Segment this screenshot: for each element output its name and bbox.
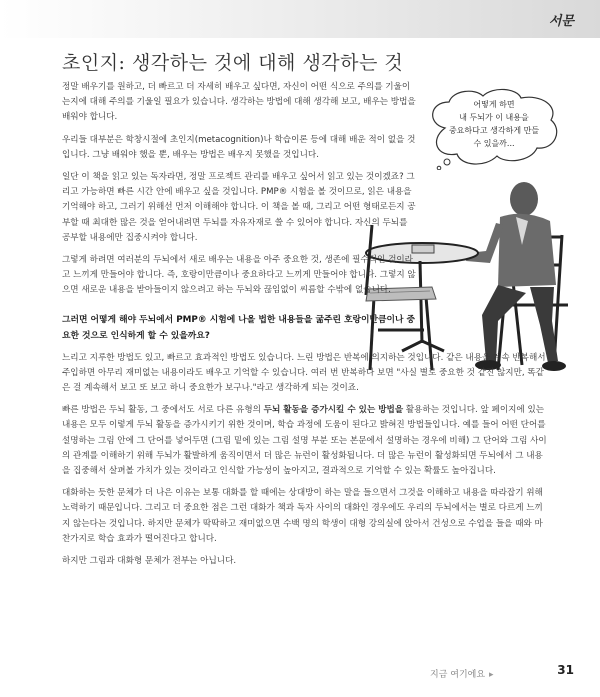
triangle-right-icon: ▸ (489, 670, 494, 680)
bubble-line: 중요하다고 생각하게 만들 (448, 126, 540, 135)
section-subheading: 그러면 어떻게 해야 두뇌에서 PMP® 시험에 나올 법한 내용들을 굶주린 호랑이만큼이나 중요한 것으로 인식하게 할 수 있을까요? (62, 314, 416, 341)
paragraph-text: 활용하는 것입니다. 앞 페이지에 있는 내용은 모두 이렇게 두뇌 활동을 증가시키기 위한 것이며, 학습 과정에 도움이 된다고 밝혀진 방법들입니다. 예를 들어 어떤 단어를 설명하는 그림 안에 그 단어를 넣어두면 (그림 밑에 있는 그림 설명 부분 또는 본문에서 설명하는 경우에 비해) 그 단어와 그림 사이의 관계를 이해하기 위해 두뇌가 활발하게 움직이면서 더 많은 뉴런이 활성화됩니다. 더 많은 뉴런이 활성화되면 두뇌에서 그 내용을 집중해서 살펴볼 가치가 있는 것이라고 인식할 가능성이 높아지고, 결과적으로 기억할 수 있는 확률도 높아집니다. (62, 405, 547, 477)
paragraph: 우리들 대부분은 학창시절에 초인지(metacognition)나 학습이론 등에 대해 배운 적이 없을 것입니다. 그냥 배워야 했을 뿐, 배우는 방법은 배우지 못했을 것입니다. (62, 134, 416, 160)
paragraph: 하지만 그림과 대화형 문체가 전부는 아닙니다. (62, 556, 237, 567)
paragraph: 그렇게 하려면 여러분의 두뇌에서 새로 배우는 내용을 아주 중요한 것, 생존에 필수적인 것이라고 느끼게 만들어야 합니다. 즉, 호랑이만큼이나 중요하다고 느끼게 만들어야 합니다. 그렇지 않으면 새로운 내용을 받아들이지 않으려고 하는 두뇌와 끊임없이 씨름할 수밖에 없습니다. (62, 255, 416, 296)
footer-continue (430, 667, 494, 680)
paragraph: 느리고 지루한 방법도 있고, 빠르고 효과적인 방법도 있습니다. 느린 방법은 반복에 의지하는 것입니다. 같은 내용을 계속 반복해서 주입하면 아무리 재미없는 내용이라도 배우고 기억할 수 있습니다. 여러 번 반복하다 보면 "사실 별로 중요한 것 같진 않지만, 똑같은 걸 계속해서 보고 또 보고 하니 중요한가 보구나."라고 생각하게 되는 것이죠. (62, 352, 546, 394)
bubble-line: 어떻게 하면 (473, 100, 515, 109)
section-label: 서문 (548, 14, 574, 29)
bubble-line: 수 있을까... (473, 139, 515, 148)
main-text (62, 80, 550, 576)
bubble-line: 내 두뇌가 이 내용을 (459, 113, 529, 122)
header-bar (0, 0, 600, 38)
paragraph: 대화하는 듯한 문체가 더 나은 이유는 보통 대화를 할 때에는 상대방이 하는 말을 들으면서 그것을 이해하고 내용을 따라잡기 위해 노력하기 때문입니다. 그리고 더 중요한 점은 그런 대화가 책과 독자 사이의 대화인 경우에도 우리의 두뇌에서는 별로 다르게 느끼지 않는다는 것입니다. 하지만 문체가 딱딱하고 재미없으면 수백 명의 학생이 대형 강의실에 앉아서 건성으로 수업을 들을 때와 마찬가지로 학습 효과가 떨어진다고 합니다. (62, 488, 543, 544)
emphasized-text: 두뇌 활동을 증가시킬 수 있는 방법을 (263, 405, 404, 416)
footer-label: 지금 여기에요 (430, 670, 486, 680)
paragraph: 일단 이 책을 읽고 있는 독자라면, 정말 프로젝트 관리를 배우고 싶어서 읽고 있는 것이겠죠? 그리고 가능하면 빠른 시간 안에 배우고 싶을 것입니다. PMP® 시험을 볼 것이므로, 읽은 내용을 기억해야 하고, 그러기 위해선 먼저 이해해야 합니다. 이 책을 볼 때, 그리고 어떤 형태로든지 공부할 때 최대한 많은 것을 얻어내려면 두뇌를 자유자재로 쓸 수 있어야 합니다. 자신의 두뇌를 공부할 내용에만 집중시켜야 합니다. (62, 172, 416, 243)
paragraph (62, 403, 550, 479)
page-number: 31 (557, 663, 574, 677)
paragraph: 정말 배우기를 원하고, 더 빠르고 더 자세히 배우고 싶다면, 자신이 어떤 식으로 주의를 기울이는지에 대해 주의를 기울일 필요가 있습니다. 생각하는 방법에 대해 생각해 보고, 배우는 방법을 배워야 합니다. (62, 82, 416, 123)
paragraph-text: 빠른 방법은 두뇌 활동, 그 중에서도 서로 다른 유형의 (62, 405, 264, 416)
page-title: 초인지: 생각하는 것에 대해 생각하는 것 (62, 52, 404, 74)
